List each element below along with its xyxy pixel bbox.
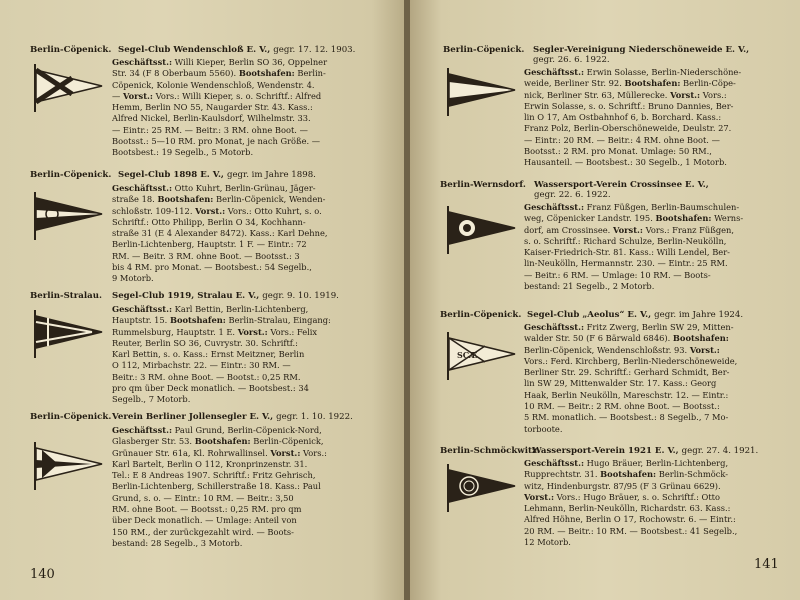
entry-details: Geschäftsst.: Hugo Bräuer, Berlin-Lichtenberg, Rupprechtstr. 31. Bootshafen: Berlin-Schmöck- witz, Hindenburgstr. 87/95 (F 3 Grünau 6629). Vorst.: Vors.: Hugo Bräuer, s. o. Schriftf.: Otto Lehmann, Berlin-Neukölln, Richardstr. 63. Kass.: Alfred Höhne, Berlin O 17, Rochowstr. 6. — Eintr.: 20 RM. — Beitr.: 10 RM. — Bootsbest.: 41 Segelb., 12 Motorb.: [524, 458, 738, 548]
right-page: [410, 0, 800, 600]
club-pennant-crossinsee: [445, 204, 521, 256]
entry-title: [527, 310, 743, 320]
club-pennant-stralau: [32, 308, 108, 360]
entry-location: Berlin-Cöpenick.: [443, 45, 525, 55]
entry-details: Geschäftsst.: Karl Bettin, Berlin-Lichtenberg, Hauptstr. 15. Bootshafen: Berlin-Stralau, Eingang: Rummelsburg, Hauptstr. 1 E. Vorst.: Vors.: Felix Reuter, Berlin SO 36, Cuvrystr. 30. Schriftf.: Karl Bettin, s. o. Kass.: Ernst Meitzner, Berlin O 112, Mirbachstr. 22. — Eintr.: 30 RM. — Beitr.: 3 RM. ohne Boot. — Bootst.: 0,25 RM. pro qm über Deck monatlich. — Bootsbest.: 34 Segelb., 7 Motorb.: [112, 304, 331, 405]
entry-location: Berlin-Schmöckwitz.: [440, 446, 540, 456]
club-pennant-niederschoeneweide: [445, 66, 521, 118]
founded-date: gegr. 1. 10. 1922.: [276, 412, 353, 422]
club-name: Verein Berliner Jollensegler E. V.,: [112, 412, 274, 422]
entry-location: Berlin-Cöpenick.: [30, 45, 112, 55]
entry-location: Berlin-Cöpenick.: [30, 412, 112, 422]
entry-details: Geschäftsst.: Fritz Zwerg, Berlin SW 29, Mitten- walder Str. 50 (F 6 Bärwald 6846). Bootshafen: Berlin-Cöpenick, Wendenschloßstr. 93. Vorst.: Vors.: Ferd. Kirchberg, Berlin-Niederschöneweide, Berliner Str. 29. Schriftf.: Gerhard Schmidt, Ber- lin SW 29, Mittenwalder Str. 17. Kass.: Georg Haak, Berlin Neukölln, Mareschstr. 12. — Eintr.: 10 RM. — Beitr.: 2 RM. ohne Boot. — Bootsst.: 5 RM. monatlich. — Bootsbest.: 8 Segelb., 7 Mo- torboote.: [524, 322, 738, 434]
entry-location: Berlin-Wernsdorf.: [440, 180, 526, 190]
entry-founded-line: [534, 190, 611, 200]
entry-title: [532, 446, 758, 456]
entry-details: Geschäftsst.: Erwin Solasse, Berlin-Niederschöne- weide, Berliner Str. 92. Bootshafen: Berlin-Cöpe- nick, Berliner Str. 63, Müllerecke. Vorst.: Vors.: Erwin Solasse, s. o. Schriftf.: Bruno Dannies, Ber- lin O 17, Am Ostbahnhof 6, b. Borchard. Kass.: Franz Polz, Berlin-Oberschöneweide, Deulstr. 27. — Eintr.: 20 RM. — Beitr.: 4 RM. ohne Boot. — Bootsst.: 2 RM. pro Monat. Umlage: 50 RM., Hausanteil. — Bootsbest.: 30 Segelb., 1 Motorb.: [524, 67, 742, 168]
club-pennant-aeolus: [445, 330, 521, 382]
founded-date: gegr. im Jahre 1924.: [654, 310, 744, 320]
founded-date: gegr. 26. 6. 1922.: [533, 55, 610, 65]
entry-location: Berlin-Cöpenick.: [440, 310, 522, 320]
entry-location: Berlin-Cöpenick.: [30, 170, 112, 180]
club-name: Segel-Club Wendenschloß E. V.,: [118, 45, 271, 55]
club-name: Segel-Club „Aeolus“ E. V.,: [527, 310, 652, 320]
entry-title: [118, 45, 355, 55]
entry-title: [118, 170, 316, 180]
entry-location: Berlin-Stralau.: [30, 291, 102, 301]
club-name: Segel-Club 1898 E. V.,: [118, 170, 224, 180]
founded-date: gegr. 27. 4. 1921.: [681, 446, 759, 456]
page-number: 140: [30, 567, 55, 582]
club-pennant-schmoeckwitz: [445, 462, 521, 514]
entry-details: Geschäftsst.: Otto Kuhrt, Berlin-Grünau, Jäger- straße 18. Bootshafen: Berlin-Cöpenick, Wenden- schloßstr. 109-112. Vorst.: Vors.: Otto Kuhrt, s. o. Schriftf.: Otto Philipp, Berlin O 34, Kochhann- straße 31 (E 4 Alexander 8472). Kass.: Karl Dehne, Berlin-Lichtenberg, Hauptstr. 1 F. — Eintr.: 72 RM. — Beitr. 3 RM. ohne Boot. — Bootsst.: 3 bis 4 RM. pro Monat. — Bootsbest.: 54 Segelb., 9 Motorb.: [112, 183, 328, 284]
entry-title: [112, 291, 339, 301]
entry-title: [112, 412, 353, 422]
entry-details: Geschäftsst.: Paul Grund, Berlin-Cöpenick-Nord, Glasberger Str. 53. Bootshafen: Berlin-Cöpenick, Grünauer Str. 61a, Kl. Rohrwallinsel. Vorst.: Vors.: Karl Bartelt, Berlin O 112, Kronprinzenstr. 31. Tel.: E 8 Andreas 1907. Schriftf.: Fritz Gehrisch, Berlin-Lichtenberg, Schillerstraße 18. Kass.: Paul Grund, s. o. — Eintr.: 10 RM. — Beitr.: 3,50 RM. ohne Boot. — Bootsst.: 0,25 RM. pro qm über Deck monatlich. — Umlage: Anteil von 150 RM., der zurückgezahlt wird. — Boots- bestand: 28 Segelb., 3 Motorb.: [112, 425, 327, 548]
founded-date: gegr. 22. 6. 1922.: [534, 190, 611, 200]
club-name: Wassersport-Verein Crossinsee E. V.,: [534, 180, 709, 190]
page-number: 141: [754, 557, 779, 572]
entry-title: [533, 45, 749, 55]
club-name: Segel-Club 1919, Stralau E. V.,: [112, 291, 260, 301]
club-pennant-jollensegler: [32, 440, 108, 492]
entry-details: Geschäftsst.: Willi Kieper, Berlin SO 36, Oppelner Str. 34 (F 8 Oberbaum 5560). Bootshafen: Berlin- Cöpenick, Kolonie Wendenschloß, Wendenstr. 4. — Vorst.: Vors.: Willi Kieper, s. o. Schriftf.: Alfred Hemm, Berlin NO 55, Naugarder Str. 43. Kass.: Alfred Nickel, Berlin-Kaulsdorf, Wilhelmstr. 33. — Eintr.: 25 RM. — Beitr.: 3 RM. ohne Boot. — Bootsst.: 5—10 RM. pro Monat, je nach Größe. — Bootsbest.: 19 Segelb., 5 Motorb.: [112, 57, 328, 158]
founded-date: gegr. im Jahre 1898.: [226, 170, 316, 180]
entry-title: [534, 180, 709, 190]
entry-details: Geschäftsst.: Franz Füßgen, Berlin-Baumschulen- weg, Cöpenicker Landstr. 195. Bootshafen: Werns- dorf, am Crossinsee. Vorst.: Vors.: Franz Füßgen, s. o. Schriftf.: Richard Schulze, Berlin-Neukölln, Kaiser-Friedrich-Str. 81. Kass.: Willi Lendel, Ber- lin-Neukölln, Hermannstr. 230. — Eintr.: 25 RM. — Beitr.: 6 RM. — Umlage: 10 RM. — Boots- bestand: 21 Segelb., 2 Motorb.: [524, 202, 744, 292]
entry-founded-line: [533, 55, 610, 65]
club-name: Segler-Vereinigung Niederschöneweide E. V.,: [533, 45, 750, 55]
club-pennant-1898: [32, 190, 108, 242]
pennant-letters: SCÆ: [457, 350, 478, 360]
founded-date: gegr. 9. 10. 1919.: [262, 291, 339, 301]
club-name: Wassersport-Verein 1921 E. V.,: [532, 446, 679, 456]
founded-date: gegr. 17. 12. 1903.: [273, 45, 356, 55]
club-pennant-wendenschloss: [32, 62, 108, 114]
